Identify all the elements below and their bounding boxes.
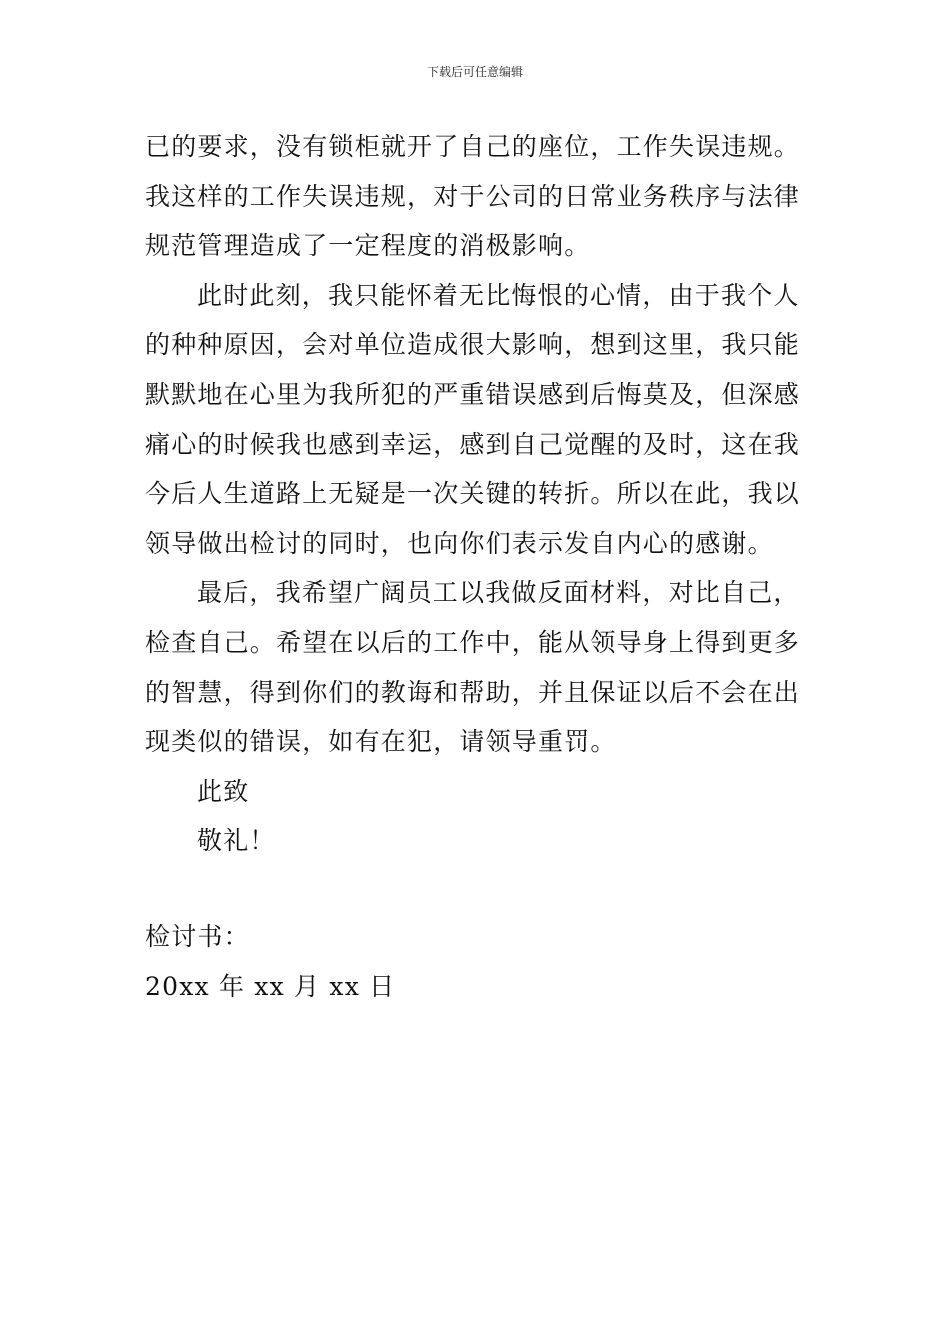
body-line-8: 今后人生道路上无疑是一次关键的转折。所以在此，我以 — [145, 479, 801, 509]
body-line-5: 的种种原因，会对单位造成很大影响，想到这里，我只能 — [145, 330, 801, 360]
body-line-7: 痛心的时候我也感到幸运，感到自己觉醒的及时，这在我 — [145, 429, 801, 459]
document-body — [145, 122, 807, 1011]
body-line-13: 现类似的错误，如有在犯，请领导重罚。 — [145, 727, 617, 757]
body-line-9: 领导做出检讨的同时，也向你们表示发自内心的感谢。 — [145, 528, 774, 558]
body-line-3: 规范管理造成了一定程度的消极影响。 — [145, 231, 591, 261]
page-header: 下载后可任意编辑 — [426, 65, 523, 79]
document-date: 20xx 年 xx 月 xx 日 — [145, 971, 396, 1001]
body-line-2: 我这样的工作失误违规，对于公司的日常业务秩序与法律 — [145, 181, 801, 211]
body-line-4: 此时此刻，我只能怀着无比悔恨的心情，由于我个人 — [197, 280, 800, 310]
body-line-6: 默默地在心里为我所犯的严重错误感到后悔莫及，但深感 — [145, 379, 801, 409]
body-line-1: 已的要求，没有锁柜就开了自己的座位，工作失误违规。 — [145, 132, 801, 161]
body-line-12: 的智慧，得到你们的教诲和帮助，并且保证以后不会在出 — [145, 677, 801, 707]
body-line-11: 检查自己。希望在以后的工作中，能从领导身上得到更多 — [145, 627, 801, 657]
closing-line: 此致 — [197, 776, 250, 806]
spacer — [145, 866, 807, 912]
signature-label: 检讨书： — [145, 921, 250, 951]
body-line-10: 最后，我希望广阔员工以我做反面材料，对比自己， — [197, 578, 800, 608]
salutation-line: 敬礼！ — [197, 826, 276, 856]
